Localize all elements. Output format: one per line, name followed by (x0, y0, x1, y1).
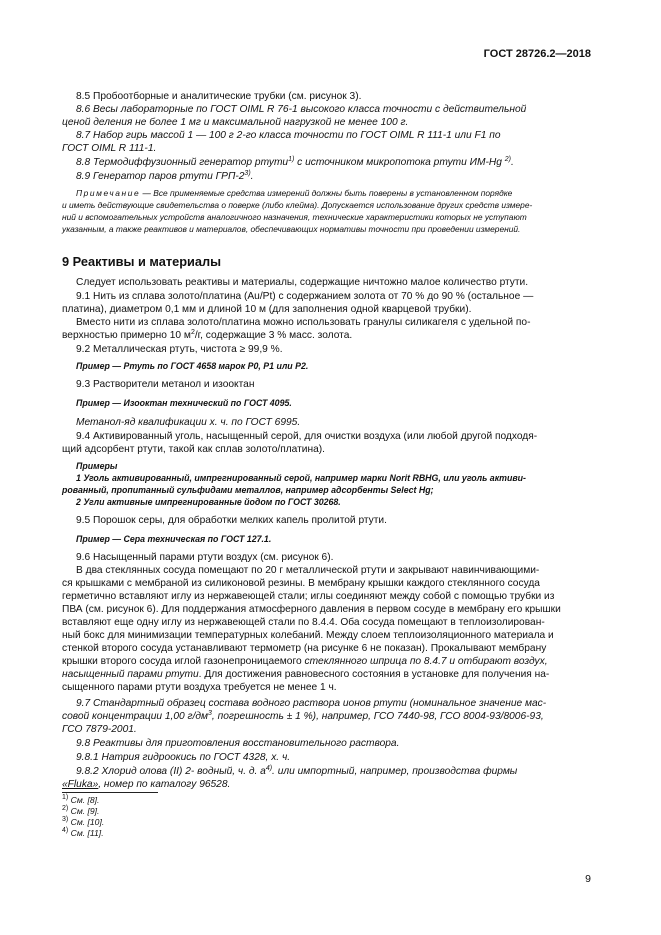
item-9-8-2-cont: «Fluka», номер по каталогу 96528. (62, 779, 231, 790)
item-8-9: 8.9 Генератор паров ртути ГРП-2$^{3)}$. (76, 170, 254, 182)
footnote-ref-3: 3) (244, 170, 251, 177)
item-9-2: 9.2 Металлическая ртуть, чистота ≥ 99,9 %. (76, 344, 283, 355)
item-9-6-l2: ся крышками с мембраной из силиконовой резины. В мембрану крышки каждого стеклянного сосуда (62, 578, 540, 589)
section-heading: 9 Реактивы и материалы (62, 254, 222, 269)
item-9-4: 9.4 Активированный уголь, насыщенный серой, для очистки воздуха (или любой другой подходя- (76, 431, 538, 442)
item-9-6: 9.6 Насыщенный парами ртути воздух (см. рисунок 6). (76, 552, 334, 563)
item-9-6-l6: ный бокс для минимизации температурных колебаний. Между слоем теплоизоляционного материала и (62, 630, 554, 641)
item-8-6: 8.6 Весы лабораторные по ГОСТ OIML R 76-1 высокого класса точности с действительной (76, 104, 527, 115)
item-9-1: 9.1 Нить из сплава золото/платина (Au/Pt) с содержанием золота от 70 % до 90 % (остальное — (76, 291, 534, 302)
page-number: 9 (585, 873, 591, 885)
footnote-4: $^{4)}$ См. [11]. (62, 827, 104, 838)
item-9-1-alt: Вместо нити из сплава золото/платина можно использовать гранулы силикагеля с удельной по- (76, 317, 531, 328)
example-9-2: Пример — Ртуть по ГОСТ 4658 марок Р0, Р1 или Р2. (76, 361, 309, 371)
item-9-8-2: 9.8.2 Хлорид олова (II) 2- водный, ч. д. $а^{4)}$. или импортный, например, производства фирмы (76, 765, 518, 777)
item-9-7: 9.7 Стандартный образец состава водного раствора ионов ртути (номинальное значение мас- (76, 698, 547, 709)
item-9-6-l10: сыщенного парами ртути воздуха требуется не менее 1 ч. (62, 682, 337, 693)
item-9-5: 9.5 Порошок серы, для обработки мелких капель пролитой ртути. (76, 515, 387, 526)
examples-9-4-title: Примеры (76, 461, 118, 471)
example-9-4-2: 2 Угли активные импрегнированные йодом по ГОСТ 30268. (76, 497, 341, 507)
item-8-6-cont: ценой деления не более 1 мг и максимальной нагрузкой не менее 100 г. (62, 117, 409, 128)
example-9-4-1: 1 Уголь активированный, импрегнированный серой, например марки Norit RBHG, или уголь активи- (76, 473, 526, 483)
item-9-3-methanol: Метанол-яд квалификации х. ч. по ГОСТ 6995. (76, 417, 301, 428)
footnote-ref-1: 1) (288, 156, 295, 163)
item-9-3: 9.3 Растворители метанол и изооктан (76, 379, 255, 390)
example-9-5: Пример — Сера техническая по ГОСТ 127.1. (76, 534, 272, 544)
item-9-6-l3: герметично вставляют иглу из нержавеющей стали; иглы соединяют между собой с помощью трубки из (62, 591, 555, 602)
item-8-8: 8.8 Термодиффузионный генератор ртути$^{1)}$ с источником микропотока ртути ИМ-Hg $^{2)}$. (76, 156, 514, 168)
item-9-6-l9: насыщенный парами ртути. Для достижения равновесного состояния в установке для получения на- (62, 669, 550, 680)
footnote-3: $^{3)}$ См. [10]. (62, 816, 105, 827)
note-line-1: Примечание — Все применяемые средства измерений должны быть поверены в установленном порядке (76, 188, 513, 198)
note-line-3: ний и вспомогательных устройств аналогичного назначения, технические характеристики которых не уступают (62, 212, 527, 222)
item-8-7-cont: ГОСТ OIML R 111-1. (62, 143, 157, 154)
item-9-6-l1: В два стеклянных сосуда помещают по 20 г металлической ртути и закрывают навинчивающими- (76, 565, 540, 576)
note-line-2: и иметь действующие свидетельства о поверке (либо клейма). Допускается использование других средств измере- (62, 200, 533, 210)
standard-header: ГОСТ 28726.2—2018 (483, 48, 591, 60)
item-9-1-alt-cont: верхностью примерно 10 $м^2/г$, содержащие 3 % масс. золота. (62, 329, 353, 341)
item-9-6-l8: крышки второго сосуда иглой газонепроницаемого стеклянного шприца по 8.4.7 и отбирают воздух, (62, 656, 548, 667)
footnote-1: $^{1)}$ См. [8]. (62, 794, 100, 805)
item-9-1-cont: платина), диаметром 0,1 мм и длиной 10 м (для заполнения одной кварцевой трубки). (62, 304, 472, 315)
item-9-6-l4: ПВА (см. рисунок 6). Для поддержания атмосферного давления в первом сосуде в мембрану его крышки (62, 604, 561, 615)
item-9-8-1: 9.8.1 Натрия гидроокись по ГОСТ 4328, х. ч. (76, 752, 291, 763)
footnote-2: $^{2)}$ См. [9]. (62, 805, 100, 816)
note-label: Примечание (76, 188, 141, 198)
item-8-7: 8.7 Набор гирь массой 1 — 100 г 2-го класса точности по ГОСТ OIML R 111-1 или F1 по (76, 130, 501, 141)
item-8-5: 8.5 Пробоотборные и аналитические трубки (см. рисунок 3). (76, 91, 362, 102)
footnote-separator (62, 792, 158, 793)
example-9-3: Пример — Изооктан технический по ГОСТ 4095. (76, 398, 292, 408)
item-9-6-l7: стенкой второго сосуда устанавливают термометр (на рисунке 6 не показан). Прокалывают мембрану (62, 643, 547, 654)
item-9-7-l3: ГСО 7879-2001. (62, 724, 137, 735)
note-line-4: указанным, а также реактивов и материалов, обеспечивающих нормативы точности при проведении измерений. (62, 224, 521, 234)
item-9-4-cont: щий адсорбент ртути, такой как сплав золото/платина). (62, 444, 325, 455)
item-9-8: 9.8 Реактивы для приготовления восстановительного раствора. (76, 738, 400, 749)
footnote-ref-2: 2) (504, 156, 511, 163)
item-9-7-l2: совой концентрации 1,00 $г/дм^3$, погрешность ± 1 %), например, ГСО 7440-98, ГСО 8004-93/8006-93, (62, 710, 544, 722)
section-intro: Следует использовать реактивы и материалы, содержащие ничтожно малое количество ртути. (76, 277, 529, 288)
example-9-4-1-cont: рованный, пропитанный сульфидами металлов, например адсорбенты Select Hg; (62, 485, 434, 495)
item-9-6-l5: вставляют еще одну иглу из нержавеющей стали по 8.4.4. Оба сосуда помещают в теплоизолирован- (62, 617, 545, 628)
footnote-ref-4: 4) (265, 765, 273, 772)
